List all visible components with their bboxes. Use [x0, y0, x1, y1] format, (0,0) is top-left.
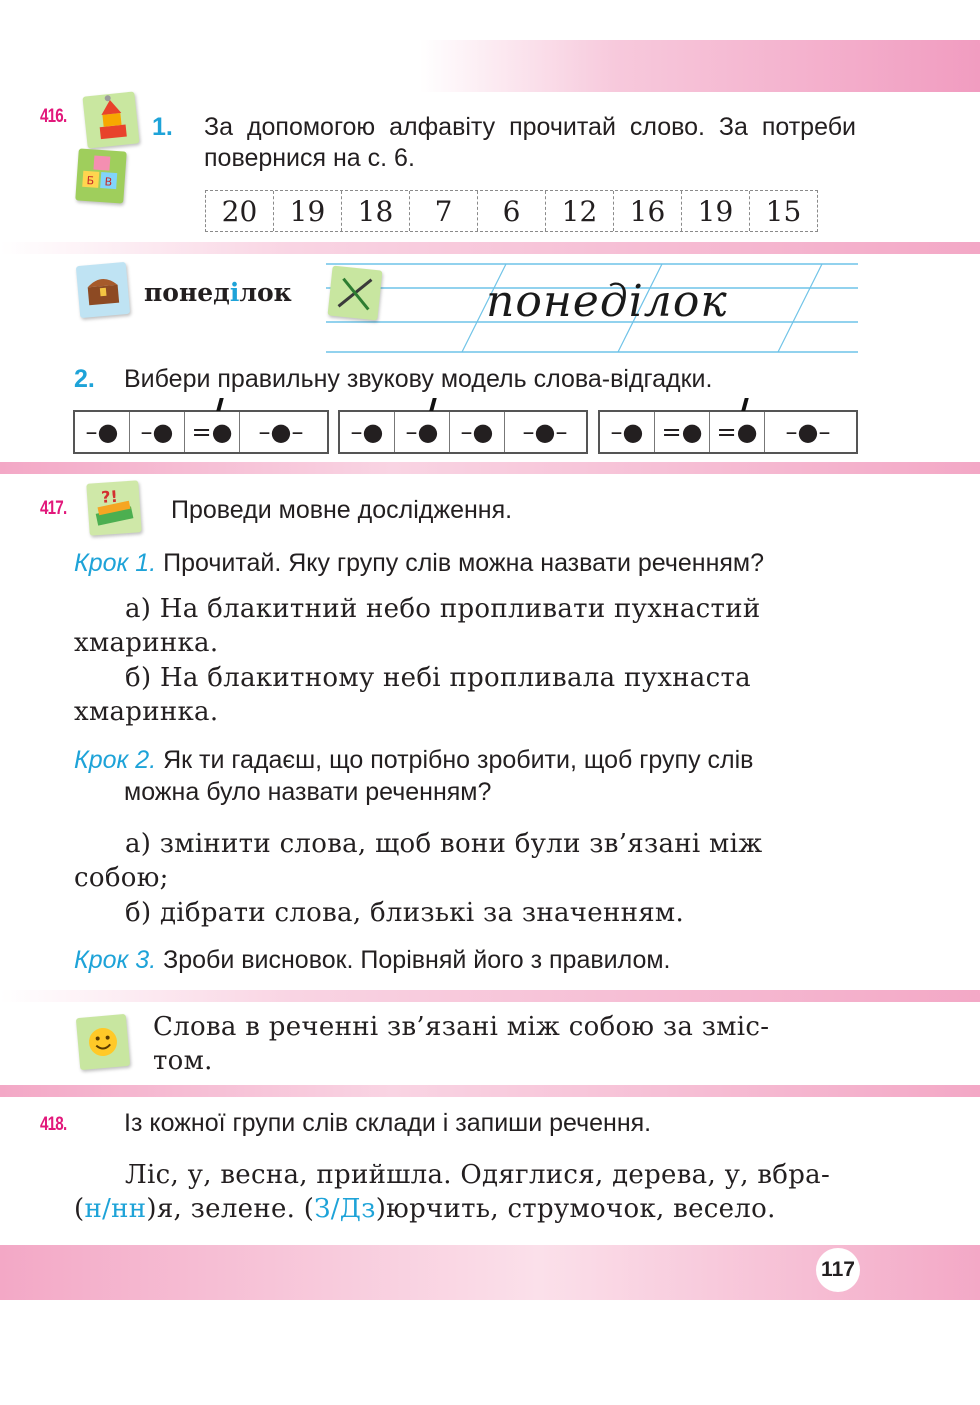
vocabulary-word: понеділок	[144, 278, 292, 307]
step-1: Крок 1. Прочитай. Яку групу слів можна назвати реченням?	[74, 549, 765, 577]
pencil-pen-icon	[328, 266, 383, 321]
code-cell: 19	[682, 191, 750, 231]
page-number: 117	[816, 1248, 860, 1292]
alphabet-cubes-icon	[75, 148, 127, 203]
divider-stripe	[0, 462, 980, 474]
option-b-cont: хмаринка.	[74, 697, 219, 727]
divider-stripe	[0, 242, 980, 254]
svg-text:?!: ?!	[100, 486, 119, 507]
step-2-cont: можна було назвати реченням?	[124, 778, 492, 806]
sound-model-option-1[interactable]	[73, 410, 329, 454]
option-a-line: а) На блакитний небо пропливати пухнастий	[125, 594, 761, 624]
sound-cell-stressed: =●	[710, 412, 765, 452]
code-cell: 16	[614, 191, 682, 231]
stress-mark	[217, 398, 224, 411]
blocks-sticker-icon	[82, 91, 139, 148]
code-cell: 12	[546, 191, 614, 231]
option-a-cont: хмаринка.	[74, 628, 219, 658]
sound-cell: –●–	[258, 418, 304, 446]
step-3: Крок 3. Зроби висновок. Порівняй його з правилом.	[74, 946, 671, 974]
code-cell: 6	[478, 191, 546, 231]
rule-text-line: Слова в реченні зв’язані між собою за зміс-	[153, 1012, 770, 1042]
exercise-number: 416.	[40, 106, 67, 127]
research-book-icon	[86, 480, 142, 536]
sound-cell-stressed: =●	[185, 412, 240, 452]
svg-text:В: В	[104, 175, 113, 189]
treasure-chest-icon	[76, 262, 130, 318]
code-cell: 7	[410, 191, 478, 231]
top-decor-band	[420, 40, 980, 92]
exercise-intro: Проведи мовне дослідження.	[171, 496, 513, 524]
rule-top-stripe	[0, 990, 980, 1002]
spelling-choice: З/Дз	[314, 1194, 376, 1224]
sound-model-option-2[interactable]	[338, 410, 588, 454]
task-number: 2.	[74, 365, 95, 393]
sound-cell: –●–	[785, 418, 831, 446]
code-cell: 20	[206, 191, 274, 231]
option-b-line: б) дібрати слова, близькі за значенням.	[125, 898, 685, 928]
exercise-number: 417.	[40, 498, 67, 519]
stress-mark	[429, 398, 436, 411]
sound-cell: –●	[75, 412, 130, 452]
sound-cell: –●	[600, 412, 655, 452]
svg-text:Б: Б	[86, 174, 95, 188]
letter-code-table	[205, 190, 818, 232]
sound-cell: –●	[130, 412, 185, 452]
exercise-number: 418.	[40, 1114, 67, 1135]
sound-cell: –●	[340, 412, 395, 452]
option-b-line: б) На блакитному небі пропливала пухнаста	[125, 663, 751, 693]
task-number: 1.	[152, 113, 173, 141]
word-group-line: Ліс, у, весна, прийшла. Одяглися, дерева, у, вбра-	[125, 1160, 831, 1190]
sound-cell-stressed: –●	[395, 412, 450, 452]
sound-cell: =●	[655, 412, 710, 452]
rule-text-cont: том.	[153, 1046, 213, 1076]
task-text: За допомогою алфавіту прочитай слово. За потреби повернися на с. 6.	[204, 113, 856, 172]
task-text: Вибери правильну звукову модель слова-відгадки.	[124, 365, 713, 393]
stress-mark	[742, 398, 749, 411]
word-group-cont: (н/нн)я, зелене. (З/Дз)юрчить, струмочок, весело.	[74, 1194, 776, 1224]
option-a-cont: собою;	[74, 863, 169, 893]
exercise-task: Із кожної групи слів склади і запиши речення.	[124, 1109, 652, 1137]
spelling-choice: н/нн	[84, 1194, 147, 1224]
step-2: Крок 2. Як ти гадаєш, що потрібно зробити, щоб групу слів	[74, 746, 754, 774]
code-cell: 15	[765, 195, 802, 228]
option-a-line: а) змінити слова, щоб вони були зв’язані між	[125, 829, 763, 859]
handwritten-word: понеділок	[486, 276, 728, 327]
sound-cell: –●–	[522, 418, 568, 446]
sound-cell: –●	[450, 412, 505, 452]
rule-bottom-stripe	[0, 1085, 980, 1097]
smiley-icon	[76, 1014, 130, 1070]
code-cell: 19	[274, 191, 342, 231]
code-cell: 18	[342, 191, 410, 231]
sound-model-option-3[interactable]	[598, 410, 858, 454]
